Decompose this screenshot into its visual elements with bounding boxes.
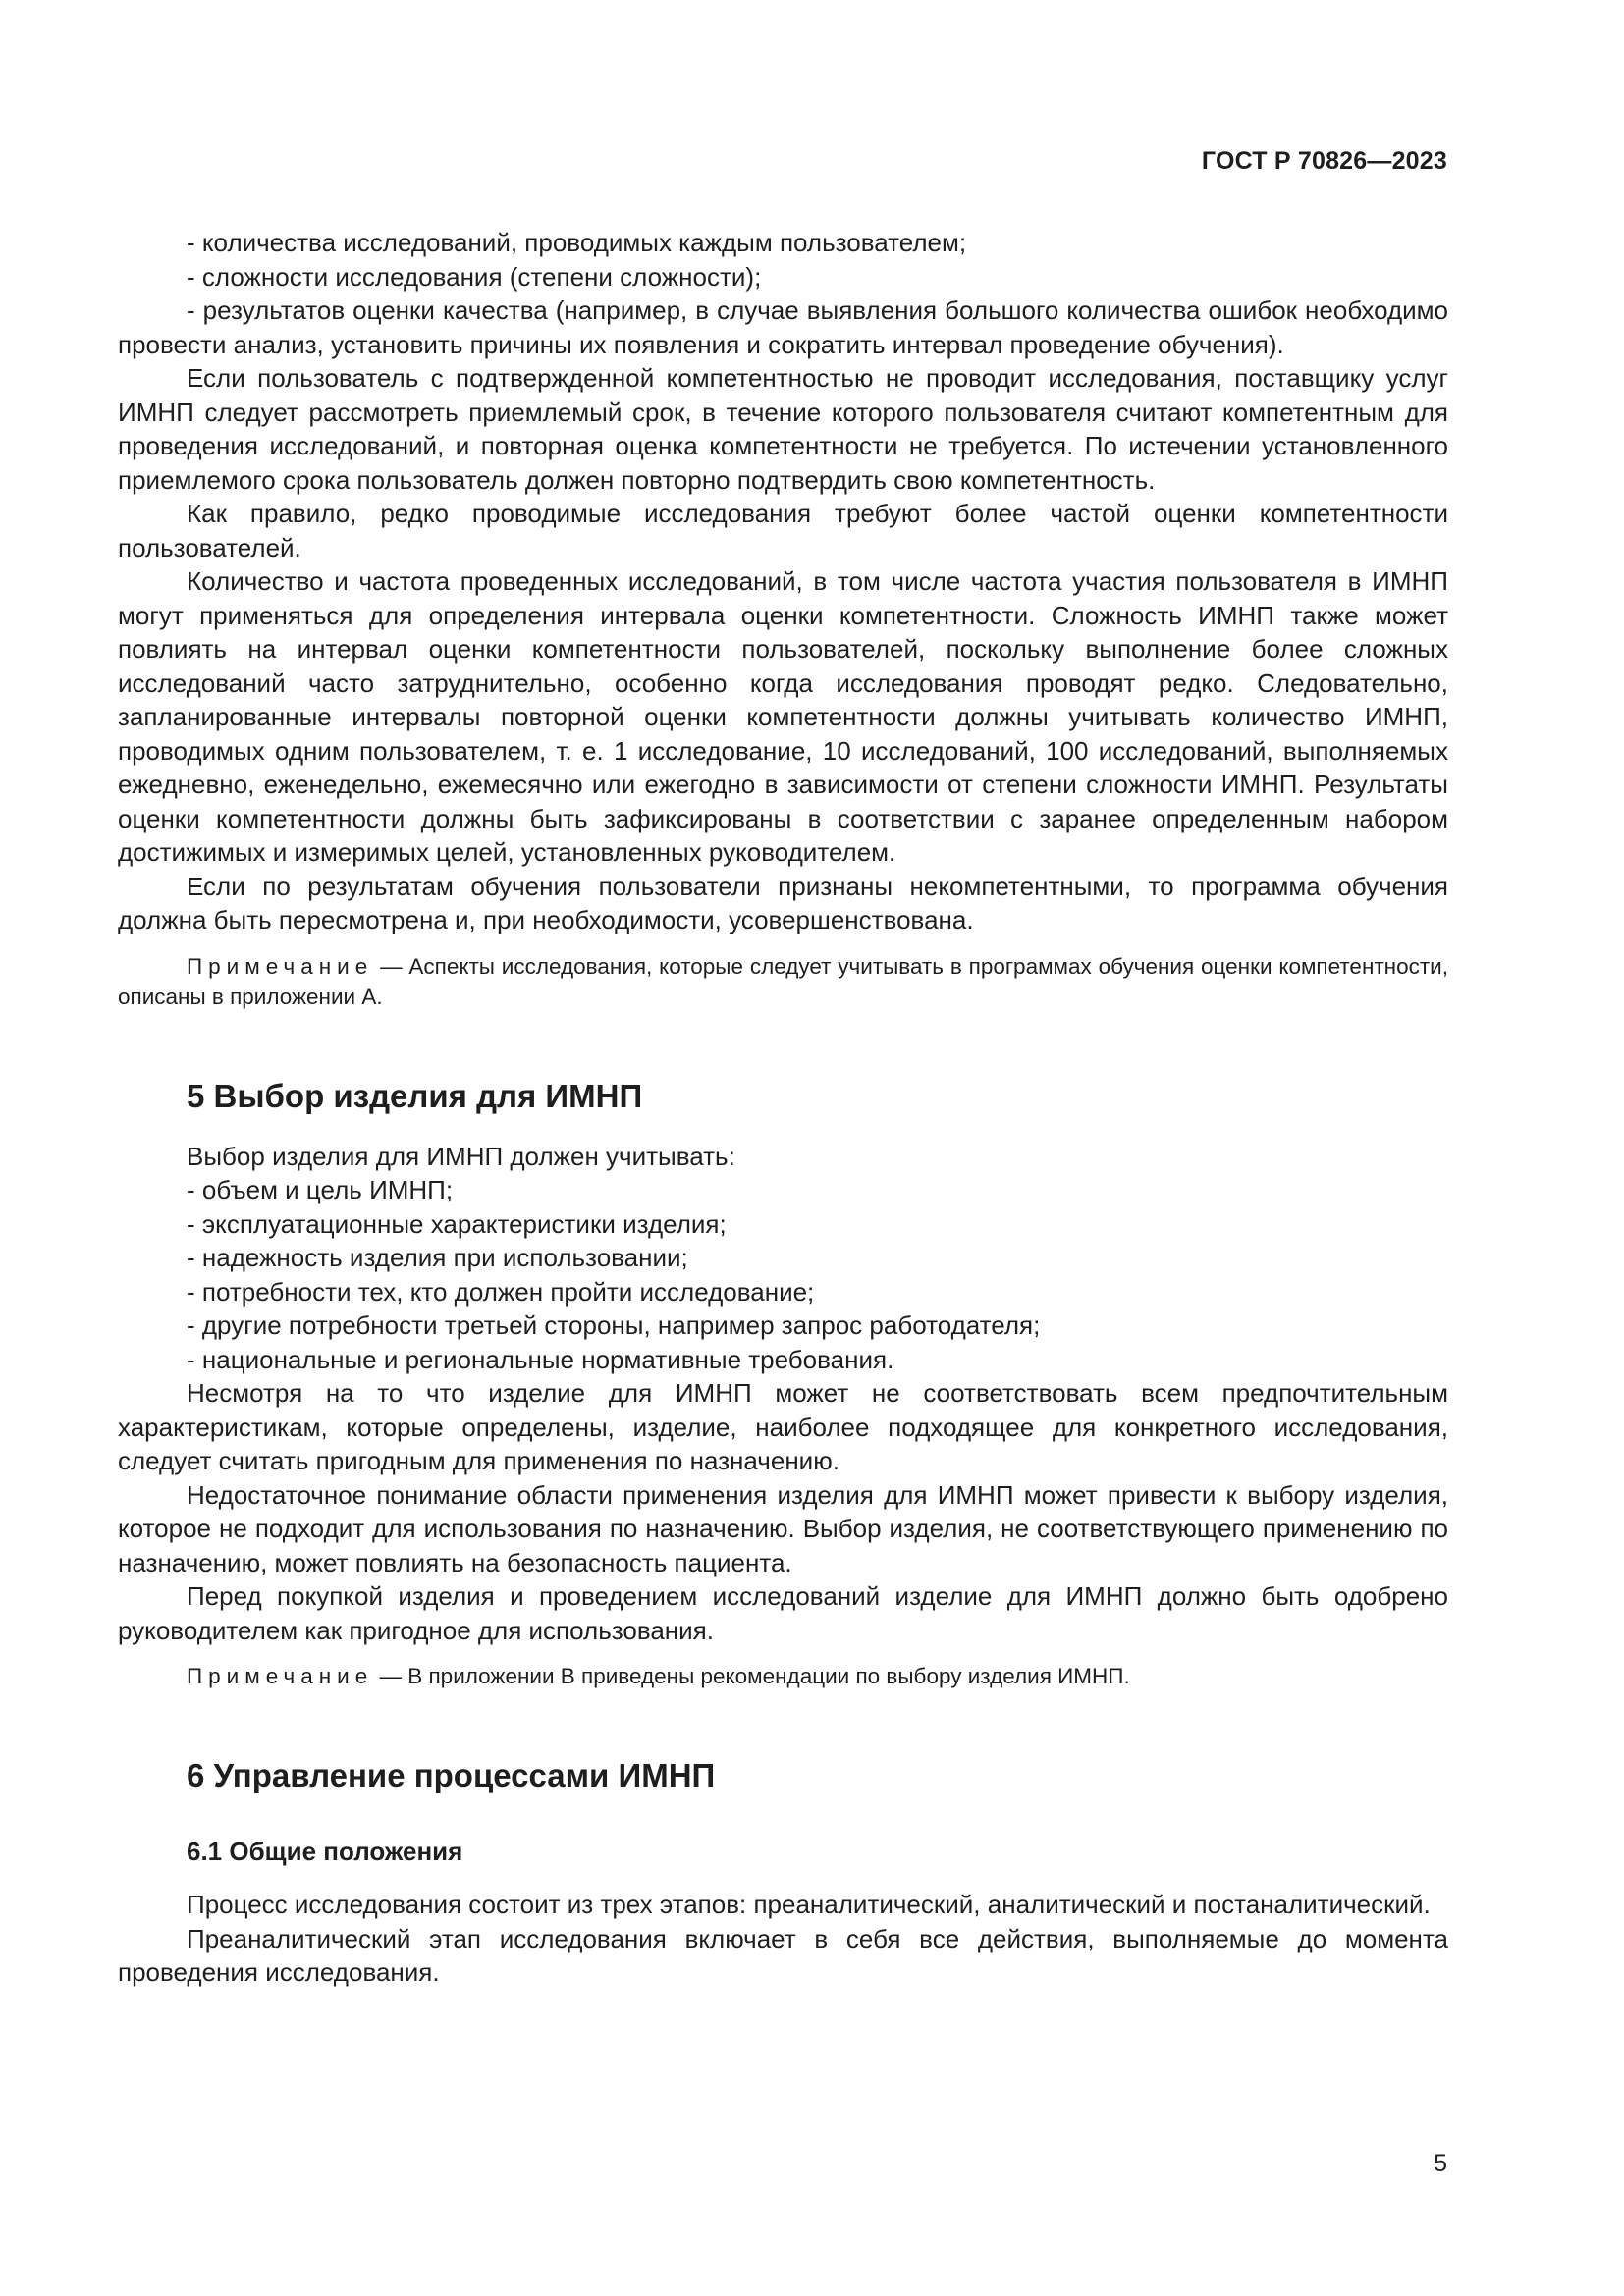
list-item: - потребности тех, кто должен пройти исследование;	[187, 1276, 815, 1307]
note-text: — В приложении В приведены рекомендации по выбору изделия ИМНП.	[373, 1664, 1130, 1688]
subsection-heading: 6.1 Общие положения	[187, 1837, 463, 1866]
list-item: - объем и цель ИМНП;	[187, 1175, 454, 1204]
list-item: - результатов оценки качества (например, в случае выявления большого количества ошибок необходимо провести анализ, установить причины их появления и сократить интервал проведение обучения).	[118, 295, 1448, 359]
note	[118, 951, 1448, 1012]
list-item: - количества исследований, проводимых каждым пользователем;	[187, 228, 967, 257]
body-paragraph: Если пользователь с подтвержденной компетентностью не проводит исследования, поставщику услуг ИМНП следует рассмотреть приемлемый срок, в течение которого пользователя считают компетентным для проведения исследований, и повторная оценка компетентности не требуется. По истечении установленного приемлемого срока пользователь должен повторно подтвердить свою компетентность.	[118, 363, 1448, 495]
body-paragraph: Перед покупкой изделия и проведением исследований изделие для ИМНП должно быть одобрено руководителем как пригодное для использования.	[118, 1581, 1448, 1645]
body-paragraph: Если по результатам обучения пользователи признаны некомпетентными, то программа обучения должна быть пересмотрена и, при необходимости, усовершенствована.	[118, 871, 1448, 934]
list-item: - эксплуатационные характеристики изделия;	[187, 1208, 727, 1239]
body-paragraph: Недостаточное понимание области применения изделия для ИМНП может привести к выбору изделия, которое не подходит для использования по назначению. Выбор изделия, не соответствующего применению по назначению, может повлиять на безопасность пациента.	[118, 1479, 1448, 1577]
body-paragraph: Преаналитический этап исследования включает в себя все действия, выполняемые до момента проведения исследования.	[118, 1923, 1448, 1987]
body-paragraph: Процесс исследования состоит из трех этапов: преаналитический, аналитический и постаналитический.	[187, 1890, 1431, 1919]
body-paragraph: Как правило, редко проводимые исследования требуют более частой оценки компетентности пользователей.	[118, 499, 1448, 562]
note-text: — Аспекты исследования, которые следует учитывать в программах обучения оценки компетентности, описаны в приложении А.	[118, 953, 1448, 1009]
page-content	[118, 226, 1448, 1990]
page-number: 5	[1434, 2150, 1447, 2177]
body-paragraph: Выбор изделия для ИМНП должен учитывать:	[187, 1141, 735, 1171]
note	[118, 1661, 1448, 1691]
note-label: Примечание	[187, 953, 374, 979]
body-paragraph: Количество и частота проведенных исследований, в том числе частота участия пользователя в ИМНП могут применяться для определения интервала оценки компетентности. Сложность ИМНП также может повлиять на интервал оценки компетентности пользователей, поскольку выполнение более сложных исследований часто затруднительно, особенно когда исследования проводят редко. Следовательно, запланированные интервалы повторной оценки компетентности должны учитывать количество ИМНП, проводимых одним пользователем, т. е. 1 исследование, 10 исследований, 100 исследований, выполняемых ежедневно, еженедельно, ежемесячно или ежегодно в зависимости от степени сложности ИМНП. Результаты оценки компетентности должны быть зафиксированы в соответствии с заранее определенным набором достижимых и измеримых целей, установленных руководителем.	[118, 566, 1448, 867]
section-heading: 6 Управление процессами ИМНП	[187, 1757, 716, 1793]
note-label: Примечание	[187, 1664, 374, 1688]
document-id: ГОСТ Р 70826—2023	[1201, 147, 1447, 175]
list-item: - надежность изделия при использовании;	[187, 1243, 688, 1272]
list-item: - другие потребности третьей стороны, например запрос работодателя;	[187, 1310, 1041, 1340]
list-item: - национальные и региональные нормативные требования.	[187, 1344, 894, 1374]
list-item: - сложности исследования (степени сложности);	[187, 261, 762, 292]
body-paragraph: Несмотря на то что изделие для ИМНП может не соответствовать всем предпочтительным характеристикам, которые определены, изделие, наиболее подходящее для конкретного исследования, следует считать пригодным для применения по назначению.	[118, 1378, 1448, 1475]
section-heading: 5 Выбор изделия для ИМНП	[187, 1077, 643, 1114]
